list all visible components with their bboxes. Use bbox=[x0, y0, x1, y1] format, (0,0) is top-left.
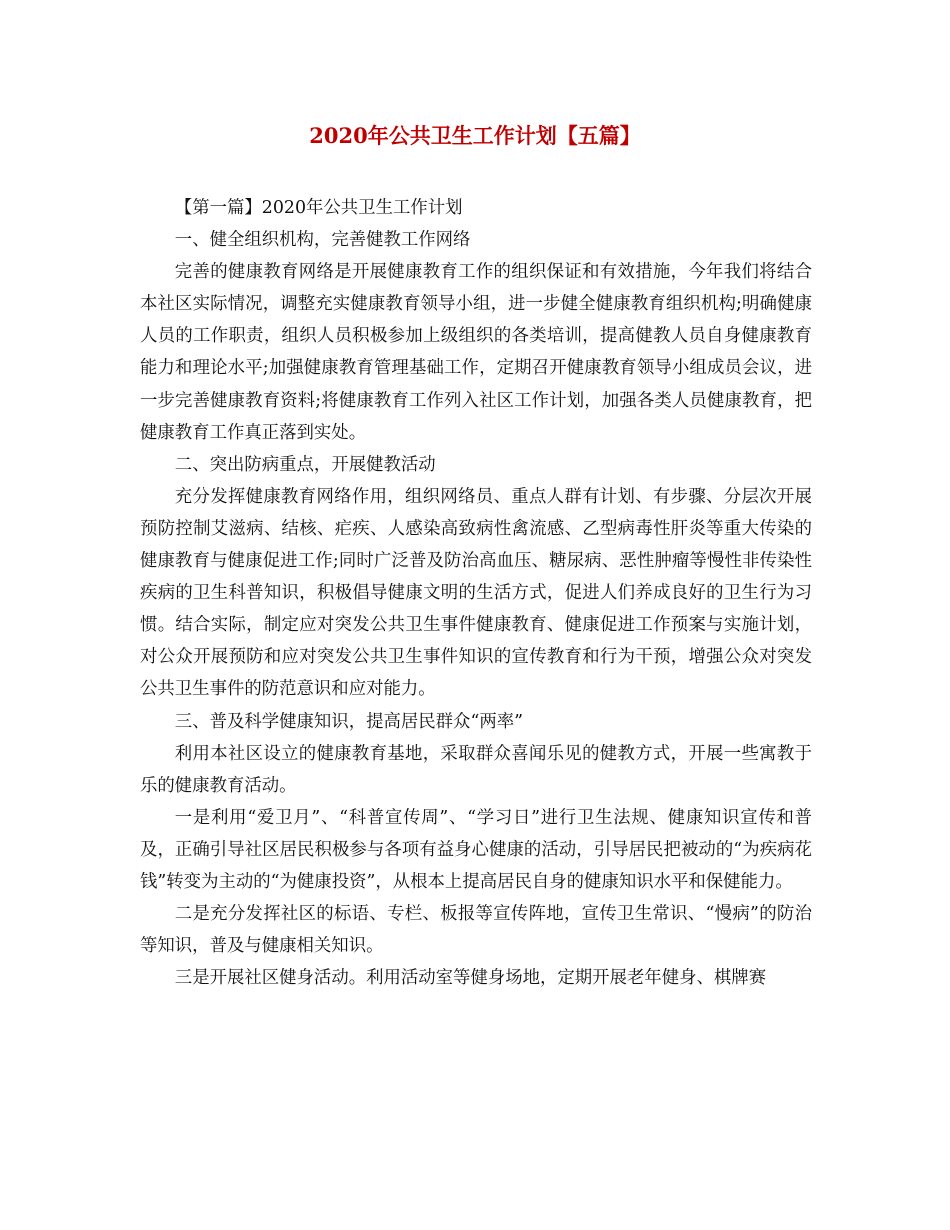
paragraph: 三是开展社区健身活动。利用活动室等健身场地，定期开展老年健身、棋牌赛 bbox=[174, 968, 767, 989]
section-heading: 一、健全组织机构，完善健教工作网络 bbox=[174, 230, 471, 251]
document-body bbox=[140, 192, 812, 994]
paragraph: 利用本社区设立的健康教育基地，采取群众喜闻乐见的健教方式，开展一些寓教于乐的健康教育活动。 bbox=[140, 743, 812, 796]
paragraph: 一是利用“爱卫月”、“科普宣传周”、“学习日”进行卫生法规、健康知识宣传和普及，正确引导社区居民积极参与各项有益身心健康的活动，引导居民把被动的“为疾病花钱”转变为主动的“为健康投资”，从根本上提高居民自身的健康知识水平和保健能力。 bbox=[140, 807, 812, 892]
document-title: 2020年公共卫生工作计划【五篇】 bbox=[309, 123, 641, 148]
paragraph: 二是充分发挥社区的标语、专栏、板报等宣传阵地，宣传卫生常识、“慢病”的防治等知识，普及与健康相关知识。 bbox=[140, 904, 812, 957]
paragraph: 【第一篇】2020年公共卫生工作计划 bbox=[174, 198, 463, 218]
paragraph: 完善的健康教育网络是开展健康教育工作的组织保证和有效措施，今年我们将结合本社区实际情况，调整充实健康教育领导小组，进一步健全健康教育组织机构;明确健康人员的工作职责，组织人员积极参加上级组织的各类培训，提高健教人员自身健康教育能力和理论水平;加强健康教育管理基础工作，定期召开健康教育领导小组成员会议，进一步完善健康教育资料;将健康教育工作列入社区工作计划，加强各类人员健康教育，把健康教育工作真正落到实处。 bbox=[140, 262, 812, 443]
section-heading: 二、突出防病重点，开展健教活动 bbox=[174, 454, 436, 475]
section-heading: 三、普及科学健康知识，提高居民群众“两率” bbox=[174, 711, 524, 732]
paragraph: 充分发挥健康教育网络作用，组织网络员、重点人群有计划、有步骤、分层次开展预防控制艾滋病、结核、疟疾、人感染高致病性禽流感、乙型病毒性肝炎等重大传染的健康教育与健康促进工作;同时广泛普及防治高血压、糖尿病、恶性肿瘤等慢性非传染性疾病的卫生科普知识，积极倡导健康文明的生活方式，促进人们养成良好的卫生行为习惯。结合实际，制定应对突发公共卫生事件健康教育、健康促进工作预案与实施计划，对公众开展预防和应对突发公共卫生事件知识的宣传教育和行为干预，增强公众对突发公共卫生事件的防范意识和应对能力。 bbox=[140, 486, 812, 700]
